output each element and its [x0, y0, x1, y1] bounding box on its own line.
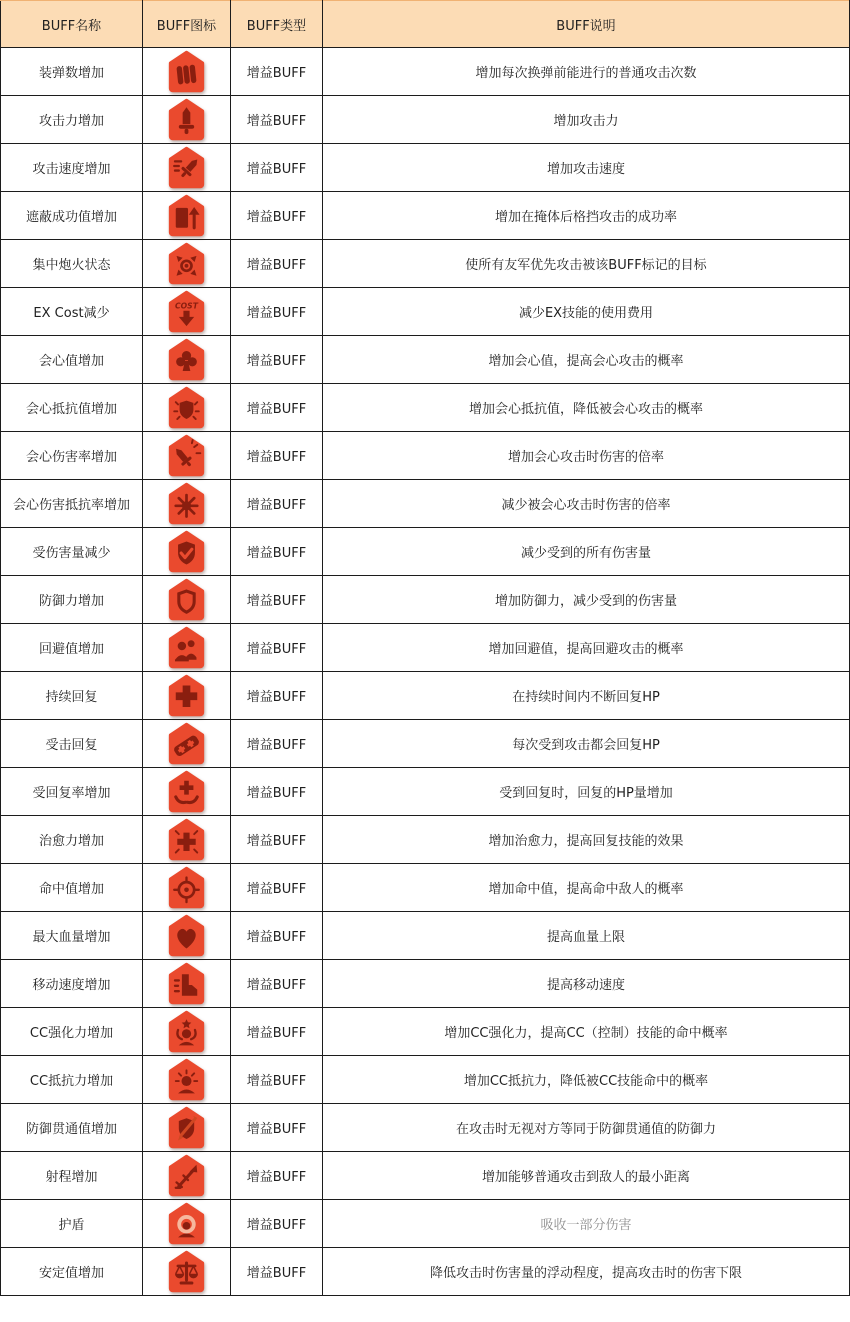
table-row [1, 1056, 850, 1104]
buff-icon-cell [143, 432, 231, 480]
buff-type-cell: 增益BUFF [231, 240, 323, 288]
attack-up-icon [168, 98, 205, 141]
buff-name-cell: 会心伤害率增加 [1, 432, 143, 480]
table-row [1, 624, 850, 672]
buff-type-cell: 增益BUFF [231, 192, 323, 240]
table-row [1, 288, 850, 336]
buff-icon-cell [143, 720, 231, 768]
table-row [1, 384, 850, 432]
buff-name-cell: 会心值增加 [1, 336, 143, 384]
buff-icon-cell [143, 912, 231, 960]
buff-type-cell: 增益BUFF [231, 960, 323, 1008]
buff-icon-cell [143, 288, 231, 336]
buff-type-cell: 增益BUFF [231, 720, 323, 768]
buff-type-cell: 增益BUFF [231, 48, 323, 96]
table-row [1, 1104, 850, 1152]
buff-type-cell: 增益BUFF [231, 144, 323, 192]
buff-name-cell: 受击回复 [1, 720, 143, 768]
buff-icon-cell [143, 624, 231, 672]
buff-desc-cell: 增加回避值，提高回避攻击的概率 [323, 624, 850, 672]
buff-desc-cell: 减少EX技能的使用费用 [323, 288, 850, 336]
hit-heal-icon [168, 722, 205, 765]
crit-damage-icon [168, 434, 205, 477]
buff-desc-cell: 提高血量上限 [323, 912, 850, 960]
cc-power-icon [168, 1010, 205, 1053]
buff-desc-cell: 每次受到攻击都会回复HP [323, 720, 850, 768]
table-row [1, 144, 850, 192]
healing-power-icon [168, 818, 205, 861]
buff-icon-cell [143, 672, 231, 720]
buff-type-cell: 增益BUFF [231, 384, 323, 432]
buff-table-header [1, 1, 850, 48]
buff-type-cell: 增益BUFF [231, 1008, 323, 1056]
buff-desc-cell: 增加防御力，减少受到的伤害量 [323, 576, 850, 624]
shield-icon [168, 1202, 205, 1245]
accuracy-up-icon [168, 866, 205, 909]
buff-type-cell: 增益BUFF [231, 1200, 323, 1248]
regen-icon [168, 674, 205, 717]
buff-icon-cell [143, 1008, 231, 1056]
buff-type-cell: 增益BUFF [231, 336, 323, 384]
buff-icon-cell [143, 1248, 231, 1296]
buff-type-cell: 增益BUFF [231, 624, 323, 672]
buff-desc-cell: 增加攻击速度 [323, 144, 850, 192]
stability-icon [168, 1250, 205, 1293]
table-row [1, 720, 850, 768]
buff-desc-cell: 在持续时间内不断回复HP [323, 672, 850, 720]
range-up-icon [168, 1154, 205, 1197]
buff-name-cell: 回避值增加 [1, 624, 143, 672]
buff-name-cell: 移动速度增加 [1, 960, 143, 1008]
buff-icon-cell [143, 384, 231, 432]
buff-icon-cell [143, 528, 231, 576]
table-row [1, 336, 850, 384]
buff-type-cell: 增益BUFF [231, 288, 323, 336]
buff-type-cell: 增益BUFF [231, 96, 323, 144]
cc-resist-icon [168, 1058, 205, 1101]
crit-icon [168, 338, 205, 381]
table-row [1, 816, 850, 864]
buff-name-cell: 装弹数增加 [1, 48, 143, 96]
buff-desc-cell: 增加CC强化力，提高CC（控制）技能的命中概率 [323, 1008, 850, 1056]
header-buff-type: BUFF类型 [231, 1, 323, 48]
table-row [1, 528, 850, 576]
table-row [1, 48, 850, 96]
buff-desc-cell: 受到回复时，回复的HP量增加 [323, 768, 850, 816]
buff-icon-cell [143, 960, 231, 1008]
crit-resist-icon [168, 386, 205, 429]
buff-desc-cell: 增加能够普通攻击到敌人的最小距离 [323, 1152, 850, 1200]
buff-icon-cell [143, 864, 231, 912]
table-row [1, 1152, 850, 1200]
buff-name-cell: EX Cost减少 [1, 288, 143, 336]
buff-desc-cell: 增加会心攻击时伤害的倍率 [323, 432, 850, 480]
buff-type-cell: 增益BUFF [231, 768, 323, 816]
buff-name-cell: 受回复率增加 [1, 768, 143, 816]
table-row [1, 96, 850, 144]
buff-desc-cell: 减少受到的所有伤害量 [323, 528, 850, 576]
heal-rate-icon [168, 770, 205, 813]
buff-desc-cell: 降低攻击时伤害量的浮动程度，提高攻击时的伤害下限 [323, 1248, 850, 1296]
buff-icon-cell [143, 480, 231, 528]
buff-icon-cell [143, 768, 231, 816]
buff-name-cell: 会心伤害抵抗率增加 [1, 480, 143, 528]
buff-icon-cell [143, 48, 231, 96]
buff-name-cell: 安定值增加 [1, 1248, 143, 1296]
evasion-up-icon [168, 626, 205, 669]
buff-desc-cell: 增加治愈力，提高回复技能的效果 [323, 816, 850, 864]
attack-speed-icon [168, 146, 205, 189]
buff-desc-cell: 增加会心值，提高会心攻击的概率 [323, 336, 850, 384]
buff-type-cell: 增益BUFF [231, 864, 323, 912]
buff-name-cell: 攻击速度增加 [1, 144, 143, 192]
max-hp-icon [168, 914, 205, 957]
buff-desc-cell: 使所有友军优先攻击被该BUFF标记的目标 [323, 240, 850, 288]
move-speed-icon [168, 962, 205, 1005]
buff-desc-cell: 在攻击时无视对方等同于防御贯通值的防御力 [323, 1104, 850, 1152]
buff-name-cell: 防御贯通值增加 [1, 1104, 143, 1152]
buff-name-cell: 最大血量增加 [1, 912, 143, 960]
buff-type-cell: 增益BUFF [231, 576, 323, 624]
buff-type-cell: 增益BUFF [231, 1152, 323, 1200]
ammo-icon [168, 50, 205, 93]
buff-name-cell: 受伤害量减少 [1, 528, 143, 576]
table-row [1, 432, 850, 480]
buff-table-body [1, 48, 850, 1296]
buff-icon-cell [143, 336, 231, 384]
buff-desc-cell: 增加CC抵抗力，降低被CC技能命中的概率 [323, 1056, 850, 1104]
buff-icon-cell [143, 96, 231, 144]
buff-name-cell: 护盾 [1, 1200, 143, 1248]
buff-icon-cell [143, 192, 231, 240]
cost-down-icon [168, 290, 205, 333]
cover-icon [168, 194, 205, 237]
buff-type-cell: 增益BUFF [231, 816, 323, 864]
buff-name-cell: 攻击力增加 [1, 96, 143, 144]
defense-pierce-icon [168, 1106, 205, 1149]
buff-name-cell: CC抵抗力增加 [1, 1056, 143, 1104]
buff-desc-cell: 减少被会心攻击时伤害的倍率 [323, 480, 850, 528]
buff-icon-cell [143, 816, 231, 864]
table-row [1, 768, 850, 816]
table-row [1, 1008, 850, 1056]
buff-name-cell: 治愈力增加 [1, 816, 143, 864]
table-row [1, 1200, 850, 1248]
buff-type-cell: 增益BUFF [231, 672, 323, 720]
table-row [1, 1248, 850, 1296]
buff-name-cell: 射程增加 [1, 1152, 143, 1200]
buff-type-cell: 增益BUFF [231, 1248, 323, 1296]
buff-name-cell: 集中炮火状态 [1, 240, 143, 288]
buff-type-cell: 增益BUFF [231, 480, 323, 528]
buff-icon-cell [143, 1056, 231, 1104]
buff-type-cell: 增益BUFF [231, 528, 323, 576]
table-row [1, 672, 850, 720]
buff-desc-cell: 提高移动速度 [323, 960, 850, 1008]
buff-desc-cell: 增加每次换弹前能进行的普通攻击次数 [323, 48, 850, 96]
buff-desc-cell: 增加命中值，提高命中敌人的概率 [323, 864, 850, 912]
buff-icon-cell [143, 1152, 231, 1200]
buff-desc-cell: 增加在掩体后格挡攻击的成功率 [323, 192, 850, 240]
buff-name-cell: 持续回复 [1, 672, 143, 720]
crit-damage-resist-icon [168, 482, 205, 525]
table-row [1, 960, 850, 1008]
header-buff-name: BUFF名称 [1, 1, 143, 48]
buff-desc-cell: 吸收一部分伤害 [323, 1200, 850, 1248]
buff-desc-cell: 增加会心抵抗值，降低被会心攻击的概率 [323, 384, 850, 432]
buff-desc-cell: 增加攻击力 [323, 96, 850, 144]
buff-type-cell: 增益BUFF [231, 1056, 323, 1104]
table-row [1, 912, 850, 960]
header-row [1, 1, 850, 48]
buff-icon-cell [143, 240, 231, 288]
table-row [1, 576, 850, 624]
buff-name-cell: 防御力增加 [1, 576, 143, 624]
header-buff-desc: BUFF说明 [323, 1, 850, 48]
focus-fire-icon [168, 242, 205, 285]
buff-type-cell: 增益BUFF [231, 912, 323, 960]
buff-type-cell: 增益BUFF [231, 432, 323, 480]
buff-icon-cell [143, 144, 231, 192]
buff-name-cell: 遮蔽成功值增加 [1, 192, 143, 240]
defense-up-icon [168, 578, 205, 621]
buff-icon-cell [143, 1104, 231, 1152]
damage-taken-down-icon [168, 530, 205, 573]
table-row [1, 864, 850, 912]
buff-name-cell: 命中值增加 [1, 864, 143, 912]
table-row [1, 480, 850, 528]
buff-type-cell: 增益BUFF [231, 1104, 323, 1152]
buff-name-cell: CC强化力增加 [1, 1008, 143, 1056]
header-buff-icon: BUFF图标 [143, 1, 231, 48]
buff-name-cell: 会心抵抗值增加 [1, 384, 143, 432]
table-row [1, 192, 850, 240]
buff-icon-cell [143, 576, 231, 624]
buff-icon-cell [143, 1200, 231, 1248]
table-row [1, 240, 850, 288]
